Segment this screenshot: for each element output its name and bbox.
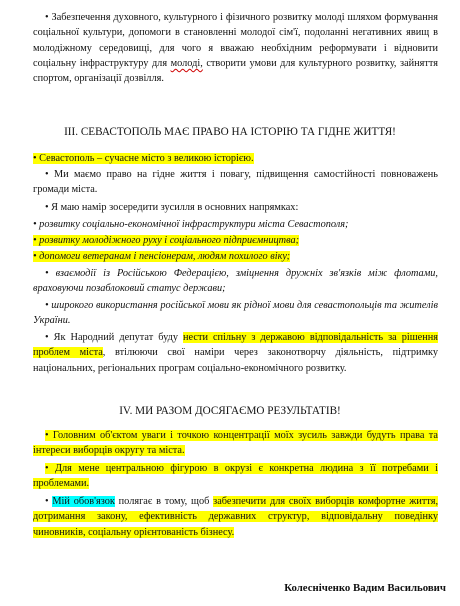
highlighted-text: забезпечити для своїх виборців комфортне життя, дотримання закону, ефективність державних структур, відповідальну поведінку чиновників, соціальну орієнтованість бізнесу. <box>33 496 439 538</box>
section4-paragraph-2 <box>33 461 438 492</box>
paragraph-text: полягає в тому, щоб <box>118 496 210 507</box>
section3-item-1: • розвитку соціально-економічної інфраструктури міста Севастополя; <box>33 219 349 230</box>
paragraph-text: Забезпечення духовного, культурного і фізичного розвитку молоді шляхом формування соціальної культури, допомоги в становленні молодої сім'ї, подоланні негативних явищ в молодіжному середовищі, для чого я вважаю необхідним реформувати і відновити соціальну інфраструктуру для <box>33 12 439 69</box>
highlighted-text: • розвитку молодіжного руху і соціального підприємництва; <box>33 235 300 246</box>
spellcheck-word: молоді, <box>170 57 203 69</box>
section4-heading: IV. МИ РАЗОМ ДОСЯГАЄМО РЕЗУЛЬТАТІВ! <box>119 405 341 417</box>
paragraph-text: , втілюючи свої наміри через законотворчу діяльність, підтримку національних, регіональних програм соціально-економічного розвитку. <box>33 347 438 374</box>
section3-item-5: • широкого використання російської мови як рідної мови для севастопольців та жителів України. <box>33 300 438 327</box>
highlighted-text: • Головним об'єктом уваги і точкою концентрації моїх зусиль завжди будуть права та інтереси виборців округу та міста. <box>33 430 438 457</box>
section4-paragraph-1 <box>33 428 438 459</box>
section3-heading: III. СЕВАСТОПОЛЬ МАЄ ПРАВО НА ІСТОРІЮ ТА ГІДНЕ ЖИТТЯ! <box>64 126 396 138</box>
section4-paragraph-3 <box>33 494 438 540</box>
section3-paragraph-2: • Я маю намір зосередити зусилля в основних напрямках: <box>45 202 299 213</box>
highlighted-text: нести спільну з державою відповідальність за рішення проблем міста <box>33 332 438 359</box>
section3-lead <box>33 151 438 166</box>
highlighted-text: • Для мене центральною фігурою в окрузі є конкретна людина з її потребами і проблемами. <box>33 463 438 490</box>
paragraph-text: • Як Народний депутат буду <box>45 332 178 343</box>
bullet: • <box>45 12 49 23</box>
section3-item-2 <box>33 233 438 248</box>
paragraph-text: створити умови для культурного розвитку, зайняття спортом, організації дозвілля. <box>33 57 438 85</box>
highlighted-text: • допомоги ветеранам і пенсіонерам, людям похилого віку; <box>33 251 291 262</box>
section3-paragraph-1: • Ми маємо право на гідне життя і повагу, підвищення самостійності повноважень громади міста. <box>33 169 438 196</box>
section3-item-3 <box>33 249 438 264</box>
signature: Колесніченко Вадим Васильович <box>284 582 446 594</box>
section3-paragraph-3 <box>33 330 438 376</box>
section3-item-4: • взаємодії із Російською Федерацією, зміцнення дружніх зв'язків між флотами, враховуючи позаблоковий статус держави; <box>33 268 438 295</box>
highlighted-text: • Севастополь – сучасне місто з великою історією. <box>33 153 254 164</box>
section2-last-paragraph <box>33 10 438 86</box>
bullet: • <box>45 496 49 507</box>
cyan-highlighted-text: Мій обов'язок <box>52 496 115 507</box>
